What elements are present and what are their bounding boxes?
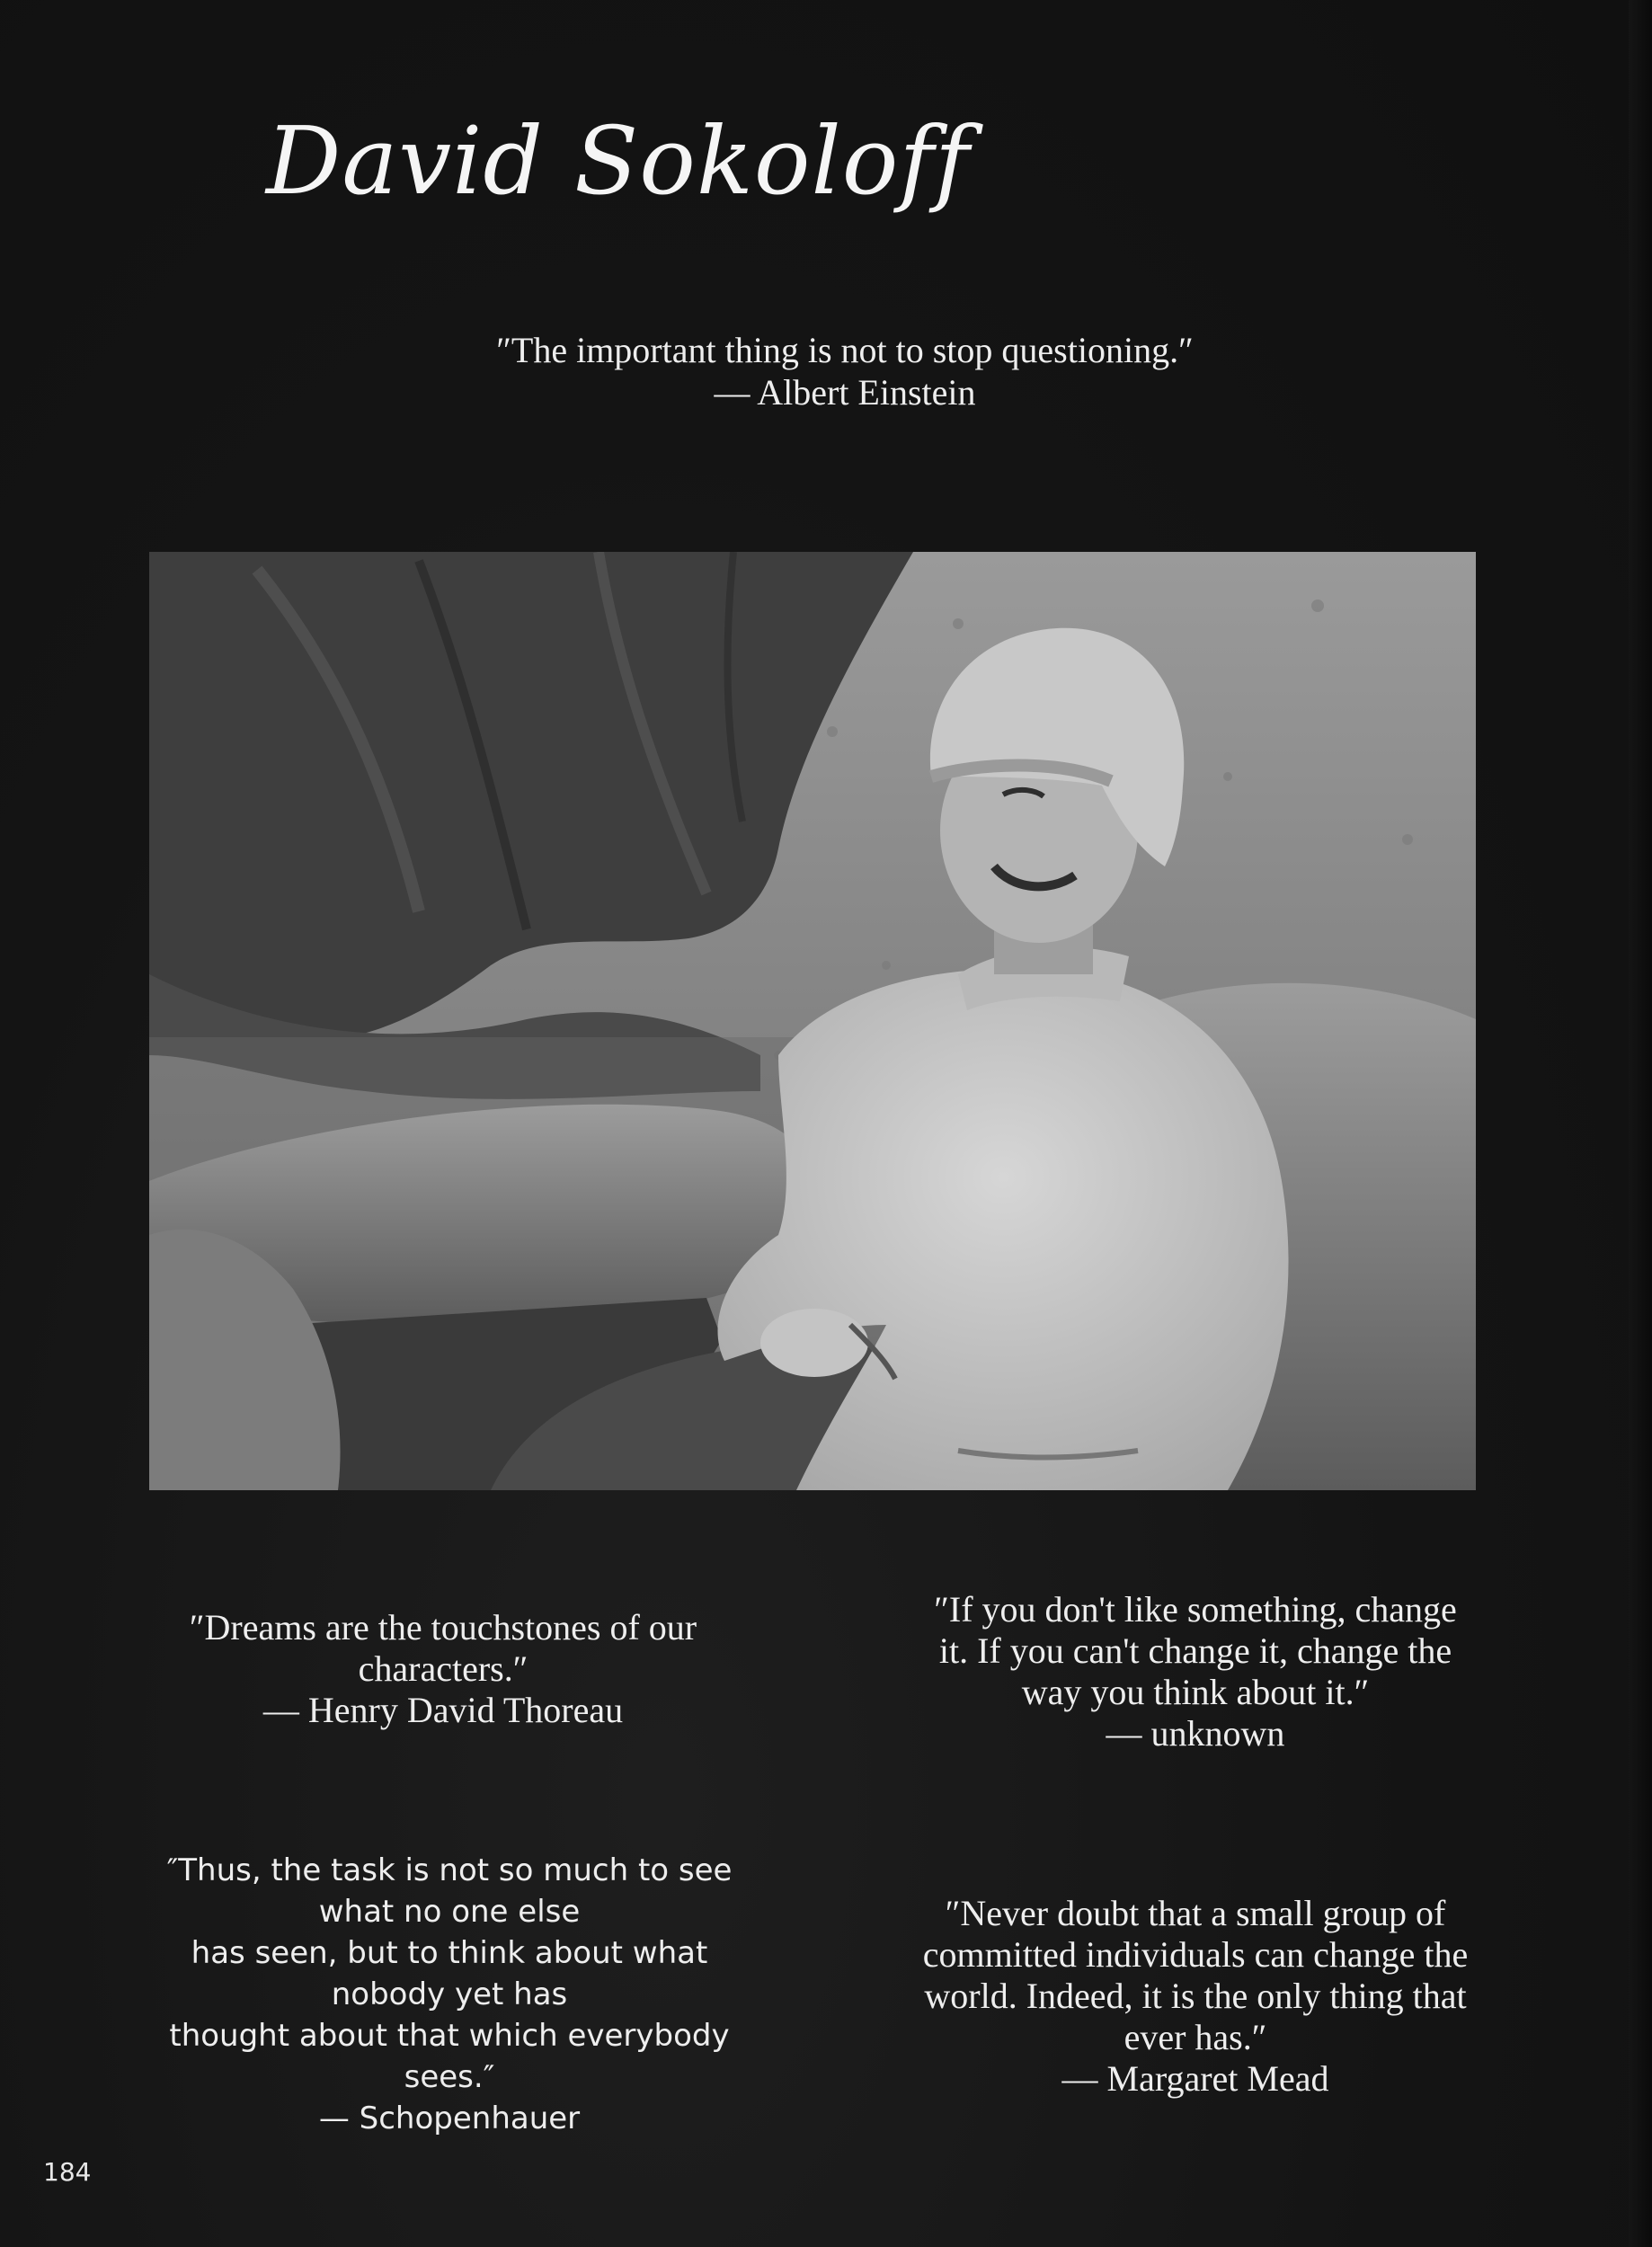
quote-line: it. If you can't change it, change the bbox=[938, 1630, 1452, 1671]
quote-mead bbox=[836, 1893, 1555, 2100]
quote-schopenhauer bbox=[144, 1850, 755, 2139]
quote-line: sees.″ bbox=[404, 2059, 495, 2095]
quote-attribution: — Schopenhauer bbox=[318, 2100, 581, 2136]
quote-line: ″Dreams are the touchstones of our bbox=[189, 1607, 697, 1648]
quote-attribution: — Margaret Mead bbox=[1061, 2058, 1329, 2099]
quote-line: ″The important thing is not to stop questioning.″ bbox=[496, 330, 1194, 370]
quote-line: thought about that which everybody bbox=[169, 2018, 730, 2054]
quote-line: has seen, but to think about what bbox=[191, 1935, 708, 1971]
quote-line: committed individuals can change the bbox=[922, 1934, 1469, 1975]
quote-einstein bbox=[395, 329, 1294, 413]
quote-unknown bbox=[836, 1589, 1555, 1754]
quote-attribution: — Henry David Thoreau bbox=[262, 1690, 624, 1730]
student-photo bbox=[149, 552, 1476, 1490]
quote-line: way you think about it.″ bbox=[1021, 1672, 1370, 1712]
quote-line: ever has.″ bbox=[1124, 2017, 1267, 2057]
quote-thoreau bbox=[151, 1607, 735, 1731]
quote-line: nobody yet has bbox=[331, 1976, 568, 2012]
quote-line: what no one else bbox=[318, 1894, 581, 1930]
page-spine-shadow bbox=[1629, 0, 1652, 2247]
quote-line: characters.″ bbox=[358, 1648, 528, 1689]
quote-attribution: — Albert Einstein bbox=[714, 372, 976, 413]
quote-line: world. Indeed, it is the only thing that bbox=[924, 1976, 1467, 2016]
page-number: 184 bbox=[43, 2157, 92, 2187]
quote-attribution: — unknown bbox=[1106, 1713, 1285, 1754]
quote-line: ″Never doubt that a small group of bbox=[945, 1893, 1446, 1933]
student-name-heading: David Sokoloff bbox=[266, 106, 971, 216]
quote-line: ″If you don't like something, change bbox=[934, 1589, 1457, 1630]
quote-line: ″Thus, the task is not so much to see bbox=[166, 1852, 733, 1888]
